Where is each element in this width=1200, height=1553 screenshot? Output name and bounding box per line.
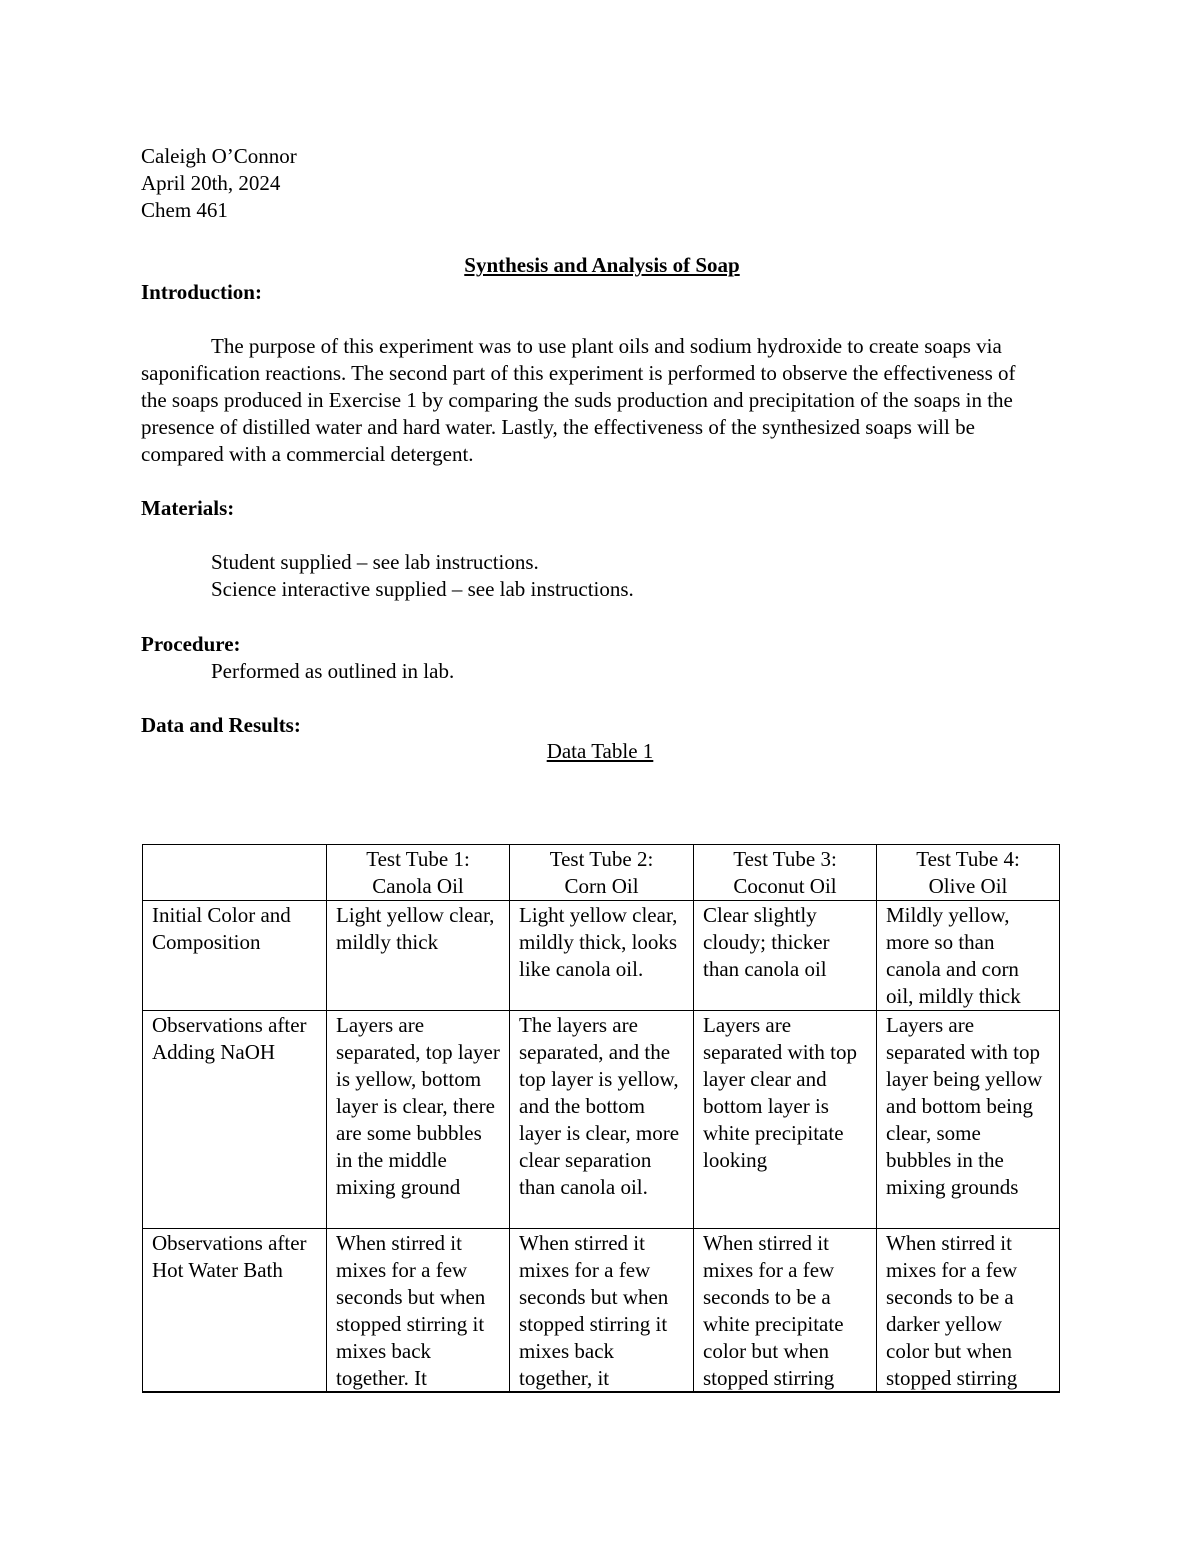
table-cell: Mildly yellow, more so than canola and corn oil, mildly thick [877, 901, 1060, 1011]
author-name: Caleigh O’Connor [141, 144, 297, 168]
procedure-heading: Procedure: [141, 632, 241, 656]
table-row [143, 1229, 1060, 1394]
document-title: Synthesis and Analysis of Soap [464, 253, 740, 277]
table-caption: Data Table 1 [546, 739, 654, 763]
row-label: Observations after Adding NaOH [143, 1011, 327, 1229]
table-header-cell: Test Tube 3: Coconut Oil [694, 845, 877, 901]
table-header-cell [143, 845, 327, 901]
table-header-cell: Test Tube 4: Olive Oil [877, 845, 1060, 901]
materials-item: Student supplied – see lab instructions. [211, 550, 539, 574]
materials-list [211, 549, 634, 603]
table-row [143, 1011, 1060, 1229]
table-row [143, 901, 1060, 1011]
data-table-container [142, 844, 1060, 1393]
table-cell: Light yellow clear, mildly thick [327, 901, 510, 1011]
table-cell: Light yellow clear, mildly thick, looks like canola oil. [510, 901, 694, 1011]
materials-heading: Materials: [141, 496, 235, 520]
table-cell: When stirred it mixes for a few seconds to be a darker yellow color but when stopped stirring [877, 1229, 1060, 1394]
table-cell: The layers are separated, and the top layer is yellow, and the bottom layer is clear, more clear separation than canola oil. [510, 1011, 694, 1229]
table-cell: When stirred it mixes for a few seconds but when stopped stirring it mixes back together, it [510, 1229, 694, 1394]
row-label: Observations after Hot Water Bath [143, 1229, 327, 1394]
table-header-cell: Test Tube 2: Corn Oil [510, 845, 694, 901]
procedure-text: Performed as outlined in lab. [211, 659, 455, 683]
table-cell: When stirred it mixes for a few seconds to be a white precipitate color but when stopped stirring [694, 1229, 877, 1394]
results-heading: Data and Results: [141, 713, 301, 737]
table-header-cell: Test Tube 1: Canola Oil [327, 845, 510, 901]
table-cell: When stirred it mixes for a few seconds but when stopped stirring it mixes back together. It [327, 1229, 510, 1394]
report-date: April 20th, 2024 [141, 171, 281, 195]
table-cell: Layers are separated with top layer being yellow and bottom being clear, some bubbles in the mixing grounds [877, 1011, 1060, 1229]
materials-item: Science interactive supplied – see lab instructions. [211, 577, 634, 601]
table-cell: Layers are separated, top layer is yellow, bottom layer is clear, there are some bubbles in the middle mixing ground [327, 1011, 510, 1229]
introduction-paragraph: The purpose of this experiment was to use plant oils and sodium hydroxide to create soaps via saponification reactions. The second part of this experiment is performed to observe the effectiveness of the soaps produced in Exercise 1 by comparing the suds production and precipitation of the soaps in the presence of distilled water and hard water. Lastly, the effectiveness of the synthesized soaps will be compared with a commercial detergent. [141, 334, 1016, 466]
row-label: Initial Color and Composition [143, 901, 327, 1011]
introduction-heading: Introduction: [141, 280, 262, 304]
table-cell: Layers are separated with top layer clear and bottom layer is white precipitate looking [694, 1011, 877, 1229]
author-header [141, 143, 297, 224]
data-table [142, 844, 1060, 1393]
table-cell: Clear slightly cloudy; thicker than canola oil [694, 901, 877, 1011]
course-name: Chem 461 [141, 198, 228, 222]
table-header-row [143, 845, 1060, 901]
